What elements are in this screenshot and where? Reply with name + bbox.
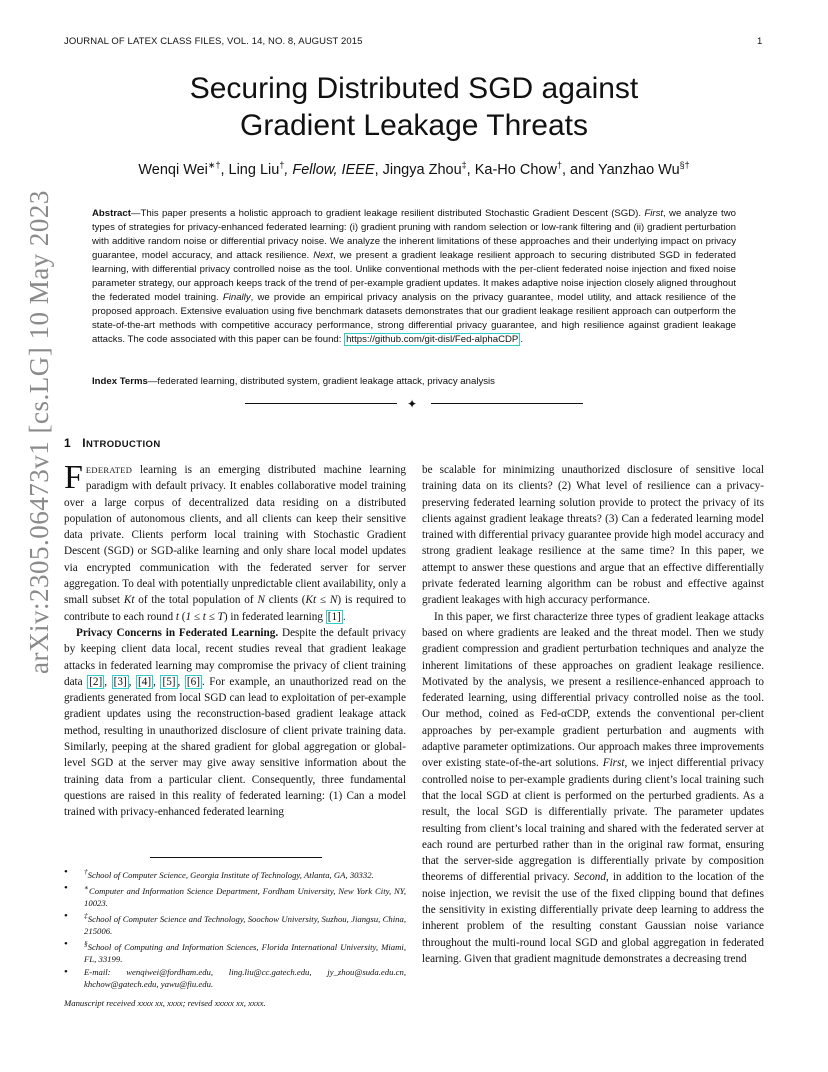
abstract-emph: Finally: [222, 292, 251, 303]
author-2: , Ling Liu: [220, 161, 280, 178]
arxiv-stamp: arXiv:2305.06473v1 [cs.LG] 10 May 2023: [24, 190, 54, 674]
body-text: ) in federated learning: [223, 610, 326, 623]
left-column: [64, 459, 407, 821]
abstract-emph: First: [644, 208, 664, 219]
index-terms-label: Index Terms: [92, 376, 148, 387]
footnote-mark: §: [84, 939, 88, 948]
math: N: [257, 594, 265, 607]
footnote-item: [64, 938, 406, 965]
footnote-item: [64, 966, 406, 990]
divider-line-right: [431, 403, 583, 404]
body-text: learning is an emerging distributed machine learning paradigm with default privacy. It enables collaborative model training over a large corpus of decentralized data residing on a distributed population of autonomous clients, and all clients can keep their sensitive data private. Clients perform local training with Stochastic Gradient Descent (SGD) or SGD-alike learning and only share local model updates via encrypted communication with the federated server for server aggregation. To deal with potentially unpredictable client availability, only a small subset: [64, 464, 406, 607]
paragraph: [422, 609, 764, 968]
math: 1 ≤ t ≤ T: [185, 610, 224, 623]
author-5: , and Yanzhao Wu: [561, 161, 680, 178]
footnote-text: School of Computer Science and Technology, Soochow University, Suzhou, Jiangsu, China, 215006.: [84, 913, 407, 936]
footnotes: [64, 866, 406, 991]
manuscript-note: Manuscript received xxxx xx, xxxx; revised xxxxx xx, xxxx.: [64, 998, 266, 1008]
footnote-mark: †: [84, 868, 88, 876]
body-text: . For example, an unauthorized read on the gradients generated from local SGD can lead to exploitation of per-example gradient updates using the reconstruction-based gradient leakage attack method, resulting in unauthorized disclosure of client private training data. Similarly, peeping at the shared gradient for global aggregation or global-level SGD at the server may give away sensitive information about the training data from a particular client. Consequently, three fundamental questions are raised in this reality of federated learning: (1) Can a model trained with privacy-enhanced federated learning: [64, 675, 407, 819]
body-text: .: [342, 610, 346, 623]
author-1-mark: ∗†: [207, 160, 221, 170]
abstract-emph: Next: [313, 250, 333, 261]
body-text: of the total population of: [134, 594, 258, 607]
author-list: [0, 160, 828, 178]
abstract-text: —This paper presents a holistic approach to gradient leakage resilient distributed Stochastic Gradient Descent (SGD).: [130, 208, 645, 219]
author-2-mark: †: [279, 160, 285, 170]
footnote-item: [64, 866, 406, 881]
title-line-2: Gradient Leakage Threats: [239, 109, 588, 142]
right-column: [422, 462, 764, 967]
author-3-mark: ‡: [461, 160, 467, 170]
footnote-mark: ‡: [84, 911, 88, 920]
citation-link[interactable]: [4]: [138, 675, 152, 688]
author-2-role: , Fellow, IEEE: [284, 161, 375, 178]
citation-link[interactable]: [6]: [186, 675, 200, 688]
citation-link[interactable]: [5]: [162, 675, 176, 688]
section-heading: [64, 436, 161, 450]
emph: First: [602, 757, 625, 770]
paragraph: [64, 459, 406, 625]
paragraph-heading: Privacy Concerns in Federated Learning.: [76, 626, 279, 639]
math: t: [175, 610, 179, 623]
section-divider: [245, 397, 585, 411]
paper-title: [0, 70, 828, 144]
abstract-text: , we analyze two types of strategies for privacy-enhanced federated learning: (i) gradient pruning with random selection or low-rank filtering and (ii) gradient perturbation with additive random noise or differential privacy noise. We analyze the inherent limitations of these approaches and their underlying impact on privacy guarantee, model accuracy, and attack resilience.: [92, 208, 736, 261]
index-terms: [92, 376, 736, 387]
title-line-1: Securing Distributed SGD against: [189, 72, 639, 105]
divider-line-left: [245, 403, 397, 404]
drop-cap: F: [64, 459, 83, 496]
footnote-text: School of Computing and Information Sciences, Florida International University, Miami, FL, 33199.: [84, 941, 406, 964]
body-text: (: [178, 610, 186, 623]
citation-link[interactable]: [1]: [327, 610, 341, 623]
footnote-text: School of Computer Science, Georgia Institute of Technology, Atlanta, GA, 30332.: [87, 869, 374, 880]
body-text: Despite the default privacy by keeping client data local, recent studies reveal that gradient leakage attacks in federated learning may compromise the privacy of client training data: [64, 626, 406, 688]
footnote-text: Computer and Information Science Department, Fordham University, New York City, NY, 10023.: [84, 885, 406, 908]
abstract-text: .: [520, 334, 523, 345]
body-text: ) is required to contribute to each round: [64, 594, 406, 623]
abstract: [92, 207, 736, 347]
diamond-star-icon: ✦: [407, 397, 418, 411]
abstract-label: Abstract: [92, 208, 131, 219]
running-header: JOURNAL OF LATEX CLASS FILES, VOL. 14, NO. 8, AUGUST 2015: [64, 36, 363, 47]
body-text: clients (: [264, 594, 306, 607]
author-3: , Jingya Zhou: [374, 161, 462, 178]
body-text: In this paper, we first characterize three types of gradient leakage attacks based on where gradients are leaked and the threat model. Then we study gradient compression and gradient perturbation techniques and analyze the inherent limitations of these approaches on gradient leakage resilience. Motivated by the analysis, we present a resilience-enhanced approach to federated learning, using differential privacy controlled noise as the tool. Our method, coined as Fed-αCDP, extends the conventional per-client approaches by per-example gradient perturbation and augments with adaptive parameter optimizations. Our approach makes three improvements over existing state-of-the-art solutions.: [422, 610, 764, 770]
paragraph: be scalable for minimizing unauthorized disclosure of sensitive local training data on its clients? (2) What level of resilience can a privacy-preserving federated learning solution provide to protect the privacy of its clients against gradient leakage threats? (3) Can a federated learning model trained with differential privacy guarantee provide high model accuracy and strong gradient leakage resilience at the same time? In this paper, we attempt to answer these questions and argue that an effective differentially private federated learning algorithm can be robust and effective against gradient leakages with high accuracy performance.: [422, 464, 764, 607]
author-4-mark: †: [556, 160, 562, 170]
section-number: 1: [64, 436, 72, 450]
section-title-initial: I: [82, 436, 87, 450]
emph: Second: [573, 871, 606, 884]
smallcaps-word: EDERATED: [85, 465, 133, 475]
abstract-text: , we provide an empirical privacy analysis on the privacy guarantee, model utility, and attack resilience of the proposed approach. Extensive evaluation using five benchmark datasets demonstrates that our gradient leakage resilient approach can outperform the state-of-the-art methods with competitive accuracy performance, strong differential privacy guarantee, and high resilience against gradient leakage attacks. The code associated with this paper can be found:: [92, 292, 736, 345]
math: Kt: [123, 594, 135, 607]
citation-link[interactable]: [2]: [89, 675, 103, 688]
footnote-item: [64, 910, 406, 937]
author-1: Wenqi Wei: [138, 161, 208, 178]
footnote-mark: ∗: [84, 883, 89, 892]
index-terms-text: —federated learning, distributed system, gradient leakage attack, privacy analysis: [147, 376, 495, 387]
author-5-mark: §†: [679, 160, 690, 170]
citation-link[interactable]: [3]: [113, 675, 127, 688]
section-title-rest: NTRODUCTION: [86, 439, 161, 450]
author-4: , Ka-Ho Chow: [466, 161, 557, 178]
math: Kt ≤ N: [305, 594, 338, 607]
footnote-rule: [150, 857, 322, 858]
paragraph: Privacy Concerns in Federated Learning. Despite the default privacy by keeping client data local, recent studies reveal that gradient leakage attacks in federated learning may compromise the privacy of client training data [2] , [3] , [4] , [5] , [6] . For example, an unauthorized read on the gradients generated from local SGD can lead to exploitation of per-example gradient updates using the reconstruction-based gradient leakage attack method, resulting in unauthorized disclosure of client private training data. Similarly, peeping at the shared gradient for global aggregation or global-level SGD at the server may give away sensitive information about the training data from a particular client. Consequently, three fundamental questions are raised in this reality of federated learning: (1) Can a model trained with privacy-enhanced federated learning: [64, 626, 407, 819]
footnote-item: [64, 882, 406, 909]
abstract-text: , we present a gradient leakage resilient approach to securing distributed SGD in federated learning, with differential privacy controlled noise as the tool. Unlike conventional methods with the per-client federated noise injection and fixed noise parameter strategy, our approach keeps track of the trend of per-example gradient updates. It makes adaptive noise injection closely aligned throughout the federated model training.: [92, 250, 736, 303]
body-text: , in addition to the location of the noise injection, we revisit the use of the fixed clipping bound that defines the sensitivity in existing differentially private deep learning to address the inherent problem of the resulting constant Gaussian noise variance throughout the multi-round local SGD and global aggregation in federated learning. Given that gradient magnitude demonstrates a decreasing trend: [422, 871, 764, 965]
body-text: , we inject differential privacy controlled noise to per-example gradients during client’s local training such that the local SGD at client is performed on the perturbed gradients. As a result, the local SGD is differentially private. The parameter updates resulting from client’s local training and shared with the federated server at each round are perturbed rather than in the original raw format, ensuring that the server-side aggregation is differentially private by composition theorems of differential privacy.: [422, 757, 764, 884]
code-link[interactable]: https://github.com/git-disl/Fed-alphaCDP: [346, 334, 519, 345]
page-number: 1: [757, 36, 763, 47]
footnote-text: E-mail: wenqiwei@fordham.edu, ling.liu@cc.gatech.edu, jy_zhou@suda.edu.cn, khchow@gatech.edu, yawu@fiu.edu.: [84, 966, 406, 989]
